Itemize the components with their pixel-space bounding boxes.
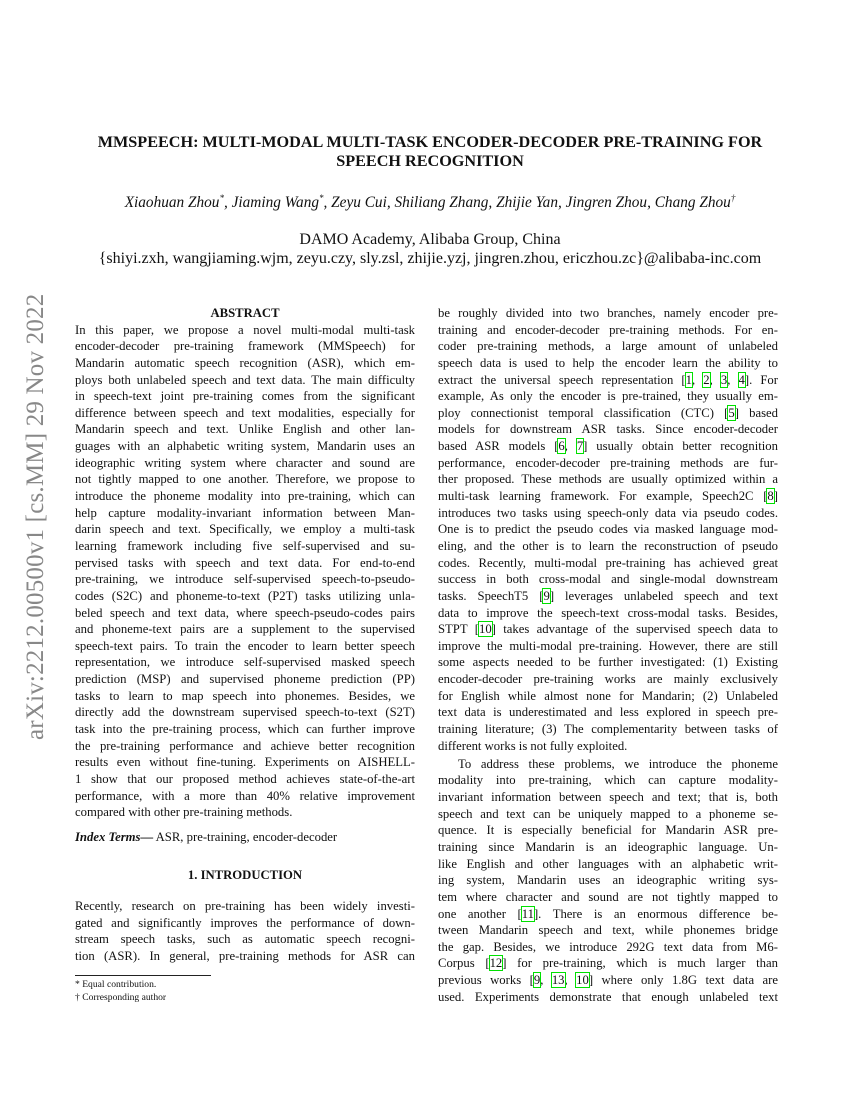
text-line: multi-task learning framework. For example, Speech2C [8] (438, 489, 778, 504)
text-line: Mandarin automatic speech recognition (ASR), which em- (75, 355, 415, 370)
text-line: prediction (MSP) and supervised phoneme prediction (PP) (75, 672, 415, 687)
text-line: used. Experiments demonstrate that enough unlabeled text (438, 989, 778, 1004)
text-line: example, As only the encoder is pre-trained, they usually em- (438, 389, 778, 404)
index-terms-label: Index Terms— (75, 829, 154, 844)
text-line: one another [11]. There is an enormous difference be- (438, 906, 778, 921)
text-line: performance, encoder-decoder pre-training methods are fur- (438, 455, 778, 470)
author-name: Jingren Zhou (565, 194, 648, 212)
text-line: Corpus [12] for pre-training, which is much larger than (438, 956, 778, 971)
text-line: some aspects needed to be further investigated: (1) Existing (438, 655, 778, 670)
text-line: for English while almost none for Mandarin; (2) Unlabeled (438, 688, 778, 703)
text-line: representation, we introduce self-supervised masked speech (75, 655, 415, 670)
author-emails: {shiyi.zxh, wangjiaming.wjm, zeyu.czy, sly.zsl, zhijie.yzj, jingren.zhou, ericzhou.zc}@alibaba-inc.com (98, 250, 762, 267)
text-line: speech data is used to help the encoder learn the ability to (438, 355, 778, 370)
citation-link[interactable]: 1 (685, 372, 692, 387)
text-line: ther proposed. These methods are usually optimized within a (438, 472, 778, 487)
author-separator: , (223, 194, 232, 212)
introduction-body (75, 898, 415, 965)
citation-link[interactable]: 6 (558, 439, 565, 454)
text-line: beled speech and text data, where speech-pseudo-codes pairs (75, 605, 415, 620)
citation-link[interactable]: 2 (703, 372, 710, 387)
text-line: extract the universal speech representation [1, 2, 3, 4]. For (438, 372, 779, 387)
citation-link[interactable]: 9 (543, 588, 550, 603)
text-line: tion (ASR). In general, pre-training methods for ASR can (75, 949, 415, 964)
text-line: like English and other languages with an alphabetic writ- (438, 856, 778, 871)
text-line: encoder-decoder pre-training framework (MMSpeech) for (75, 339, 415, 354)
text-line: quence. It is especially beneficial for Mandarin ASR pre- (438, 823, 778, 838)
text-line: training literature; (3) The complementarity between tasks of (438, 722, 778, 737)
text-line: Mandarin speech and text. Unlike English and other lan- (75, 422, 415, 437)
text-line: results even without fine-tuning. Experiments on AISHELL- (75, 755, 415, 770)
title-line-2: SPEECH RECOGNITION (336, 152, 524, 170)
text-line: in speech-text joint pre-training comes from the significant (75, 389, 415, 404)
abstract-heading: ABSTRACT (210, 306, 280, 320)
text-line: ideographic writing system where character and sound are (75, 455, 415, 470)
text-line: directly add the downstream supervised speech-to-text (S2T) (75, 705, 415, 720)
index-terms (75, 829, 415, 846)
author-separator: , (557, 194, 566, 212)
text-line: difference between speech and text modalities, especially for (75, 405, 415, 420)
text-line: task into the pre-training process, which can further improve (75, 722, 415, 737)
text-line: STPT [10] takes advantage of the supervised speech data to (438, 622, 779, 637)
citation-link[interactable]: 10 (478, 622, 492, 637)
author-separator: , (386, 194, 395, 212)
paragraph (438, 756, 778, 1006)
text-line: Recently, research on pre-training has been widely investi- (75, 899, 415, 914)
introduction-heading: 1. INTRODUCTION (187, 867, 303, 882)
author-mark: * (219, 193, 224, 203)
text-line: One is to predict the pseudo codes via masked language mod- (438, 522, 778, 537)
author-separator: , (488, 194, 497, 212)
text-line: codes (S2C) and phoneme-to-text (P2T) tasks utilizing unla- (75, 588, 415, 603)
text-line: previous works [9, 13, 10] where only 1.8G text data are (438, 973, 779, 988)
text-line: coder pre-training methods, a large amount of unlabeled (438, 339, 778, 354)
citation-link[interactable]: 9 (533, 973, 541, 988)
text-line: tween Mandarin speech and text, while phonemes bridge (438, 923, 778, 938)
text-line: darin speech and text. Specifically, we employ a multi-task (75, 522, 415, 537)
paragraph (438, 305, 778, 754)
author-name: Xiaohuan Zhou (124, 194, 220, 212)
left-column (75, 305, 415, 965)
citation-link[interactable]: 4 (738, 372, 745, 387)
footnote-corresponding-author: † Corresponding author (75, 992, 167, 1003)
index-terms-value: ASR, pre-training, encoder-decoder (153, 829, 338, 844)
text-line: different works is not fully exploited. (438, 738, 628, 753)
text-line: speech and text can be uniquely mapped to a phoneme se- (438, 806, 778, 821)
text-line: invariant information between speech and text; that is, both (438, 790, 778, 805)
citation-link[interactable]: 5 (728, 405, 735, 420)
author-name: Zhijie Yan (496, 194, 558, 212)
text-line: pervised tasks with speech and text data. For end-to-end (75, 555, 415, 570)
footnote-equal-contribution: * Equal contribution. (75, 979, 157, 990)
citation-link[interactable]: 13 (551, 973, 565, 988)
text-line: 1 show that our proposed method achieves state-of-the-art (75, 771, 415, 786)
text-line: modality into pre-training, which can capture modality- (438, 773, 778, 788)
author-name: Jiaming Wang (231, 194, 319, 212)
text-line: not tightly mapped to one another. Therefore, we propose to (75, 472, 415, 487)
author-mark: † (730, 193, 736, 203)
text-line: introduces two tasks using speech-only data via pseudo codes. (438, 505, 778, 520)
text-line: pre-training, we introduce self-supervised speech-to-pseudo- (75, 572, 415, 587)
text-line: ploys both unlabeled speech and text data. The main difficulty (75, 372, 415, 387)
text-line: success in both cross-modal and single-modal downstream (438, 572, 778, 587)
author-name: Chang Zhou (654, 194, 731, 212)
text-line: guages with an alphabetic writing system, Mandarin uses an (75, 439, 415, 454)
text-line: text data is underestimated and less explored in speech pre- (438, 705, 778, 720)
text-line: tem where character and sound are not tightly mapped to (438, 889, 778, 904)
arxiv-stamp: arXiv:2212.00500v1 [cs.MM] 29 Nov 2022 (22, 293, 49, 740)
text-line: learning framework including five self-supervised and su- (75, 538, 415, 553)
text-line: training since Mandarin is an ideographic language. Un- (438, 840, 778, 854)
text-line: speech-text pairs. To train the encoder to learn better speech (75, 638, 415, 653)
footnote-rule (75, 975, 211, 976)
text-line: data to improve the speech-text cross-modal tasks. Besides, (438, 605, 778, 620)
right-column (438, 305, 778, 1007)
text-line: eling, and the other is to learn the reconstruction of pseudo (438, 538, 778, 553)
text-line: In this paper, we propose a novel multi-modal multi-task (75, 322, 415, 337)
text-line: the gap. Besides, we introduce 292G text data from M6- (438, 939, 778, 954)
citation-link[interactable]: 8 (767, 489, 774, 504)
text-line: performance, with a more than 40% relative improvement (75, 788, 415, 803)
text-line: compared with other pre-training methods. (75, 805, 293, 820)
text-line: be roughly divided into two branches, namely encoder pre- (438, 306, 778, 320)
author-name: Zeyu Cui (331, 194, 387, 212)
text-line: tasks to learn to map speech into phonemes. Besides, we (75, 688, 415, 703)
affiliation: DAMO Academy, Alibaba Group, China (299, 231, 561, 248)
author-separator: , (323, 194, 332, 212)
text-line: ploy connectionist temporal classification (CTC) [5] based (438, 405, 778, 420)
text-line: introduce the phoneme modality into pre-training, which can (75, 489, 415, 504)
text-line: encoder-decoder pre-training works are mainly exclusively (438, 672, 778, 687)
text-line: codes. Recently, multi-modal pre-training has achieved great (438, 555, 778, 570)
text-line: based ASR models [6, 7] usually obtain better recognition (438, 439, 778, 454)
author-separator: , (647, 194, 655, 212)
text-line: gated and significantly improves the performance of down- (75, 915, 415, 930)
citation-link[interactable]: 7 (576, 439, 584, 454)
text-line: improve the multi-modal pre-training. However, there are still (438, 638, 778, 653)
paper-title (60, 133, 800, 171)
citation-link[interactable]: 11 (521, 906, 534, 921)
text-line: and phoneme-text pairs are a supplement to the supervised (75, 622, 415, 637)
author-list (40, 193, 820, 212)
citation-link[interactable]: 12 (489, 956, 503, 971)
text-line: training and encoder-decoder pre-training methods. For en- (438, 322, 778, 337)
author-mark: * (319, 193, 324, 203)
title-line-1: MMSPEECH: MULTI-MODAL MULTI-TASK ENCODER-DECODER PRE-TRAINING FOR (97, 133, 763, 151)
text-line: models for downstream ASR tasks. Since encoder-decoder (438, 422, 778, 437)
text-line: To address these problems, we introduce the phoneme (458, 756, 778, 771)
text-line: help capture modality-invariant information between Man- (75, 505, 415, 520)
citation-link[interactable]: 10 (576, 973, 589, 988)
text-line: stream speech tasks, such as automatic speech recogni- (75, 932, 415, 947)
abstract-body (75, 322, 415, 821)
text-line: ing system, Mandarin uses an ideographic writing sys- (438, 873, 778, 888)
citation-link[interactable]: 3 (720, 372, 728, 387)
author-name: Shiliang Zhang (394, 194, 489, 212)
text-line: the pre-training performance and achieve better recognition (75, 738, 415, 753)
text-line: tasks. SpeechT5 [9] leverages unlabeled speech and text (438, 588, 778, 603)
